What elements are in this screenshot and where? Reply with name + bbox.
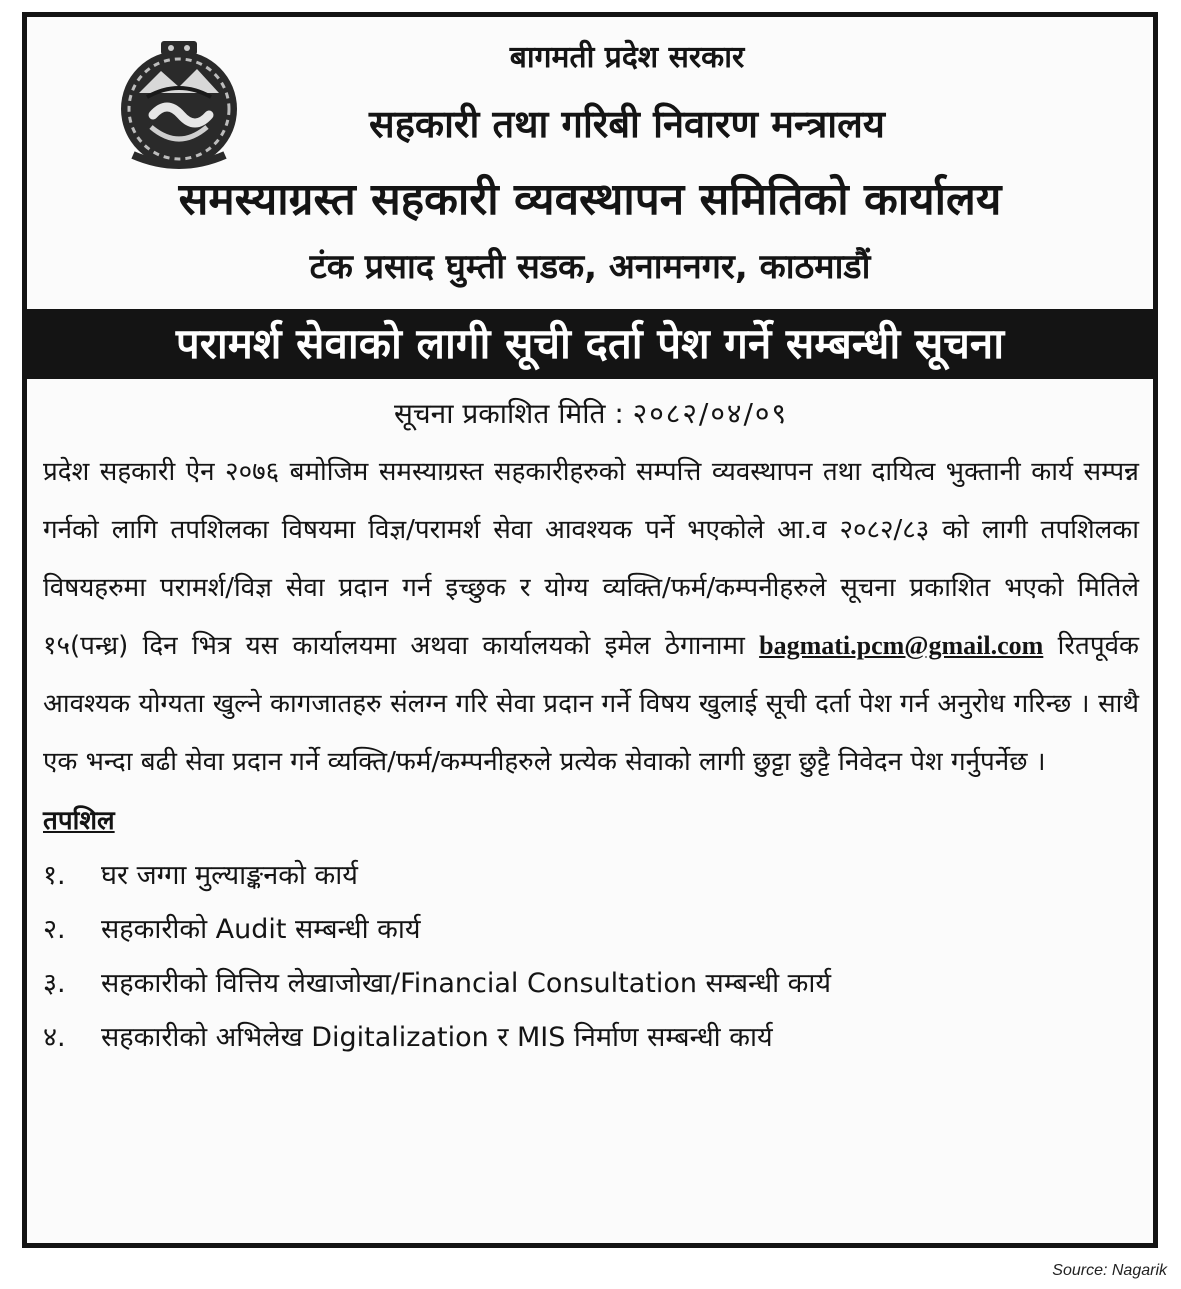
- list-item: [43, 1011, 1139, 1065]
- office-address: टंक प्रसाद घुम्ती सडक, अनामनगर, काठमाडौं: [309, 247, 871, 287]
- list-item-number: २.: [43, 914, 66, 945]
- notice-content: [43, 391, 1139, 1065]
- details-heading: तपशिल: [43, 806, 115, 836]
- office-name: समस्याग्रस्त सहकारी व्यवस्थापन समितिको कार्यालय: [178, 174, 1002, 225]
- source-credit: Source: Nagarik: [1052, 1262, 1167, 1279]
- notice-header: [27, 17, 1153, 309]
- list-item-number: १.: [43, 860, 66, 891]
- body-text-part-1: प्रदेश सहकारी ऐन २०७६ बमोजिम समस्याग्रस्त सहकारीहरुको सम्पत्ति व्यवस्थापन तथा दायित्व भुक्तानी कार्य सम्पन्न गर्नको लागि तपशिलका विषयमा विज्ञ/परामर्श सेवा आवश्यक पर्ने भएकोले आ.व २०८२/८३ को लागी तपशिलका विषयहरुमा परामर्श/विज्ञ सेवा प्रदान गर्न इच्छुक र योग्य व्यक्ति/फर्म/कम्पनीहरुले सूचना प्रकाशित भएको मितिले १५(पन्ध्र) दिन भित्र यस कार्यालयमा अथवा कार्यालयको इमेल ठेगानामा: [43, 457, 1139, 661]
- details-list: [43, 849, 1139, 1065]
- email-link[interactable]: bagmati.pcm@gmail.com: [759, 631, 1044, 660]
- notice-title: परामर्श सेवाको लागी सूची दर्ता पेश गर्ने सम्बन्धी सूचना: [27, 309, 1153, 379]
- list-item-text: सहकारीको वित्तिय लेखाजोखा/Financial Consultation सम्बन्धी कार्य: [101, 968, 832, 999]
- ministry-name: सहकारी तथा गरिबी निवारण मन्त्रालय: [369, 102, 885, 146]
- government-name: बागमती प्रदेश सरकार: [509, 40, 745, 75]
- list-item-number: ३.: [43, 968, 66, 999]
- publication-date-label: सूचना प्रकाशित मिति :: [393, 397, 624, 430]
- list-item-text: घर जग्गा मुल्याङ्कनको कार्य: [101, 860, 358, 891]
- list-item: [43, 903, 1139, 957]
- list-item-text: सहकारीको अभिलेख Digitalization र MIS निर्माण सम्बन्धी कार्य: [101, 1022, 773, 1053]
- notice-body: [43, 443, 1139, 791]
- body-text-part-2: रितपूर्वक आवश्यक योग्यता खुल्ने कागजातहरु संलग्न गरि सेवा प्रदान गर्ने विषय खुलाई सूची दर्ता पेश गर्न अनुरोध गरिन्छ । साथै एक भन्दा बढी सेवा प्रदान गर्ने व्यक्ति/फर्म/कम्पनीहरुले प्रत्येक सेवाको लागी छुट्टा छुट्टै निवेदन पेश गर्नुपर्नेछ ।: [43, 631, 1140, 777]
- publication-date-value: २०८२/०४/०९: [632, 397, 789, 430]
- list-item-number: ४.: [43, 1022, 66, 1053]
- list-item: [43, 849, 1139, 903]
- notice-frame: [22, 12, 1158, 1248]
- list-item-text: सहकारीको Audit सम्बन्धी कार्य: [101, 914, 421, 945]
- list-item: [43, 957, 1139, 1011]
- publication-date-line: [43, 391, 1139, 437]
